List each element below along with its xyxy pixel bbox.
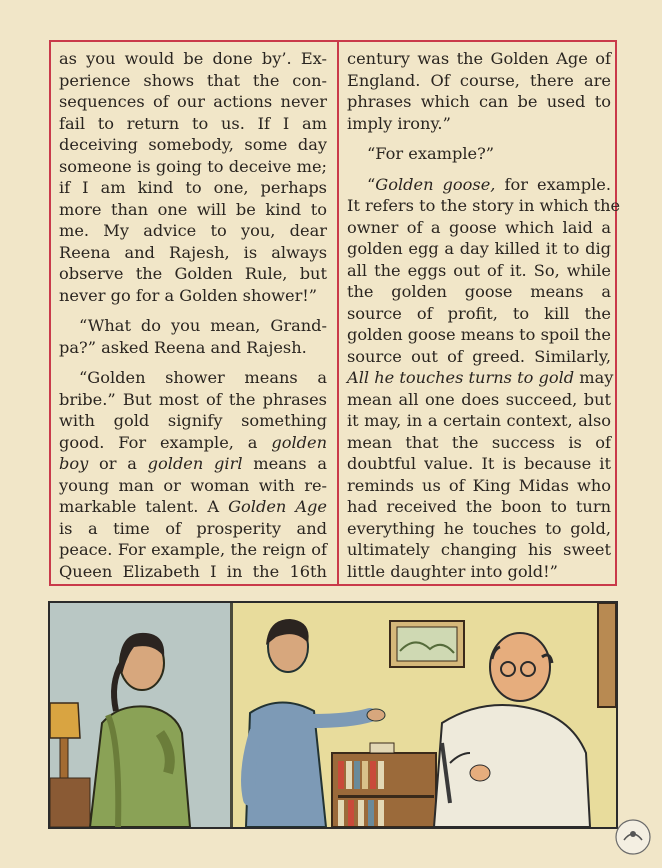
text-line: “What do you mean, Grand- <box>79 316 327 335</box>
left-column <box>59 48 327 582</box>
paragraph <box>347 174 621 583</box>
italic-phrase: boy <box>59 454 89 473</box>
text-line <box>347 174 611 196</box>
text-line <box>59 496 327 518</box>
italic-phrase: golden girl <box>147 454 243 473</box>
text-run: means a <box>242 454 327 473</box>
text-line: England. Of course, there are <box>347 70 611 90</box>
paragraph <box>59 367 327 582</box>
text-line: golden egg a day killed it to dig <box>347 239 611 258</box>
text-line: fail to return to us. If I am <box>59 113 327 133</box>
text-line: sequences of our actions never <box>59 92 327 111</box>
text-line: phrases which can be used to <box>347 92 611 111</box>
text-run: markable talent. A <box>59 497 229 516</box>
text-line <box>347 367 614 389</box>
text-run: for example. <box>495 174 611 194</box>
text-line: had received the boon to turn <box>347 497 611 516</box>
italic-phrase: golden <box>271 432 327 452</box>
text-run: may <box>574 368 614 387</box>
text-line: observe the Golden Rule, but <box>59 264 327 283</box>
paragraph <box>59 315 327 358</box>
publisher-logo <box>614 818 652 856</box>
column-divider <box>337 42 339 584</box>
text-line: if I am kind to one, perhaps <box>59 178 327 197</box>
text-line: golden goose means to spoil the <box>347 325 611 344</box>
text-line: reminds us of King Midas who <box>347 475 611 495</box>
text-line: source out of greed. Similarly, <box>347 346 611 366</box>
text-line: mean all one does succeed, but <box>347 389 611 409</box>
text-line: century was the Golden Age of <box>347 49 611 68</box>
text-line: Reena and Rajesh, is always <box>59 242 327 262</box>
italic-phrase: Golden goose, <box>375 174 496 194</box>
text-line: Queen Elizabeth I in the 16th <box>59 561 327 581</box>
text-line: source of profit, to kill the <box>347 303 611 323</box>
italic-phrase: Golden Age <box>228 497 327 516</box>
text-line: owner of a goose which laid a <box>347 217 611 237</box>
text-line: deceiving somebody, some day <box>59 135 327 154</box>
text-line: imply irony.” <box>347 113 451 133</box>
text-line: “For example?” <box>367 144 495 163</box>
text-line: little daughter into gold!” <box>347 561 558 581</box>
bookshelf <box>332 743 436 827</box>
text-line: “Golden shower means a <box>79 368 327 387</box>
text-line: young man or woman with re- <box>59 475 327 495</box>
text-line: me. My advice to you, dear <box>59 221 327 240</box>
text-line: more than one will be kind to <box>59 199 327 219</box>
text-run: good. For example, a <box>59 432 272 452</box>
text-line: someone is going to deceive me; <box>59 156 327 176</box>
paragraph <box>59 48 327 306</box>
right-column <box>347 48 621 582</box>
wall-picture <box>390 621 464 667</box>
paragraph <box>347 48 611 134</box>
text-line: It refers to the story in which the <box>347 196 621 215</box>
text-line: the golden goose means a <box>347 282 611 301</box>
text-line: perience shows that the con- <box>59 70 327 90</box>
italic-phrase: All he touches turns to gold <box>347 368 575 387</box>
text-line <box>59 453 327 475</box>
text-line: is a time of prosperity and <box>59 518 327 538</box>
text-run: or a <box>88 454 148 473</box>
text-line: ultimately changing his sweet <box>347 540 611 559</box>
text-line: doubtful value. It is because it <box>347 454 611 473</box>
text-line <box>59 432 327 454</box>
text-line: pa?” asked Reena and Rajesh. <box>59 337 307 357</box>
text-run: “ <box>367 174 376 194</box>
text-line: everything he touches to gold, <box>347 518 611 538</box>
text-line: as you would be done by’. Ex- <box>59 49 327 68</box>
illustration-panel <box>48 601 618 829</box>
text-line: never go for a Golden shower!” <box>59 285 318 305</box>
text-line: peace. For example, the reign of <box>59 540 327 559</box>
paragraph <box>347 143 611 165</box>
text-line: bribe.” But most of the phrases <box>59 389 327 409</box>
text-line: with gold signify something <box>59 411 327 430</box>
text-line: it may, in a certain context, also <box>347 411 611 430</box>
text-frame <box>49 40 621 586</box>
text-line: all the eggs out of it. So, while <box>347 260 611 280</box>
text-line: mean that the success is of <box>347 432 611 452</box>
